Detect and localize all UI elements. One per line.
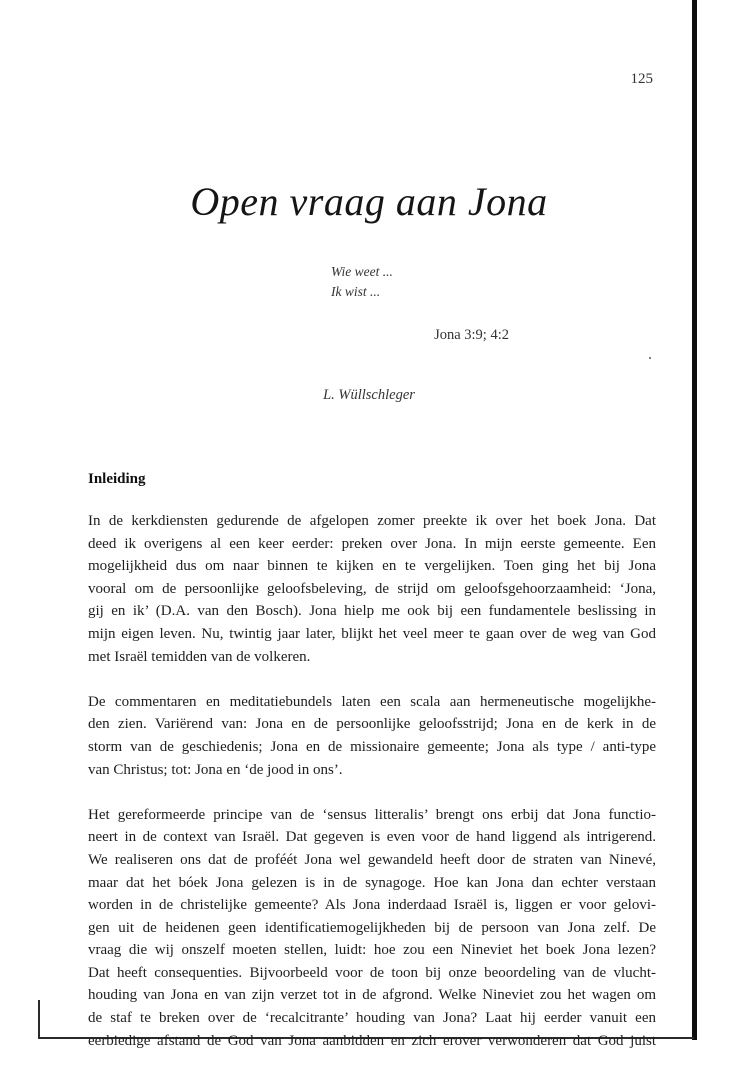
text-line: gij en ik’ (D.A. van den Bosch). Jona hielp me ook bij een fundamentele beslissing in xyxy=(88,603,656,620)
article-title: Open vraag aan Jona xyxy=(190,179,548,224)
text-line: Dat heeft consequenties. Bijvoorbeeld voor de toon bij onze beoordeling van de vlucht- xyxy=(88,964,656,981)
scan-edge-left xyxy=(38,1000,40,1039)
text-line: mogelijkheid dus om naar binnen te kijken en te vergelijken. Toen ging het bij Jona xyxy=(88,558,656,575)
text-line: met Israël temidden van de volkeren. xyxy=(88,648,311,665)
motto-line-1: Wie weet ... xyxy=(331,264,393,279)
paragraph-3 xyxy=(88,804,656,1053)
text-line: maar dat het bóek Jona gelezen is in de synagoge. Hoe kan Jona dan echter verstaan xyxy=(88,874,656,891)
text-line: de staf te breken over de ‘recalcitrante’ houding van Jona? Laat hij eerder vanuit een xyxy=(88,1010,656,1027)
text-line: van Christus; tot: Jona en ‘de jood in ons’. xyxy=(88,761,343,778)
body-text xyxy=(88,510,656,1075)
scan-edge-right xyxy=(692,0,697,1040)
paragraph-2 xyxy=(88,691,656,781)
text-line: storm van de geschiedenis; Jona en de missionaire gemeente; Jona als type / anti-type xyxy=(88,738,656,755)
bible-reference: Jona 3:9; 4:2 xyxy=(434,327,509,343)
motto-line-2: Ik wist ... xyxy=(331,284,381,299)
section-heading: Inleiding xyxy=(88,471,146,487)
author-name: L. Wüllschleger xyxy=(323,387,415,403)
text-line: vooral om de persoonlijke geloofsbeleving, de strijd om geloofsgehoorzaamheid: ‘Jona, xyxy=(88,580,656,597)
text-line: deed ik overigens al een keer eerder: preken over Jona. In mijn eerste gemeente. Een xyxy=(88,535,656,552)
text-line: den zien. Variërend van: Jona en de persoonlijke geloofsstrijd; Jona en de kerk in de xyxy=(88,716,656,733)
text-line: vraag die wij onszelf moeten stellen, luidt: hoe zou een Nineviet het boek Jona lezen? xyxy=(88,942,656,959)
text-line: Het gereformeerde principe van de ‘sensus litteralis’ brengt ons erbij dat Jona functio- xyxy=(88,806,656,823)
text-line: In de kerkdiensten gedurende de afgelopen zomer preekte ik over het boek Jona. Dat xyxy=(88,513,656,529)
scan-speck xyxy=(649,357,651,359)
text-line: We realiseren ons dat de proféét Jona wel gewandeld heeft door de straten van Ninevé, xyxy=(88,851,656,868)
text-line: eerbiedige afstand de God van Jona aanbidden en zich erover verwonderen dat God juist xyxy=(88,1032,656,1049)
paragraph-1 xyxy=(88,510,656,668)
motto xyxy=(331,262,393,302)
text-line: De commentaren en meditatiebundels laten een scala aan hermeneutische mogelijkhe- xyxy=(88,693,656,710)
text-line: worden in de christelijke gemeente? Als Jona inderdaad Israël is, liggen er voor gelovi- xyxy=(88,897,656,914)
page-number: 125 xyxy=(630,71,653,87)
text-line: houding van Jona en van zijn verzet tot in de afgrond. Welke Nineviet zou het wagen om xyxy=(88,987,656,1004)
text-line: mijn eigen leven. Nu, twintig jaar later, blijkt het veel meer te gaan over de weg van God xyxy=(88,625,656,642)
text-line: gen uit de heidenen geen identificatiemogelijkheden bij de persoon van Jona zelf. De xyxy=(88,919,656,936)
text-line: neert in de context van Israël. Dat gegeven is even voor de hand liggend als intrigerend. xyxy=(88,829,656,846)
